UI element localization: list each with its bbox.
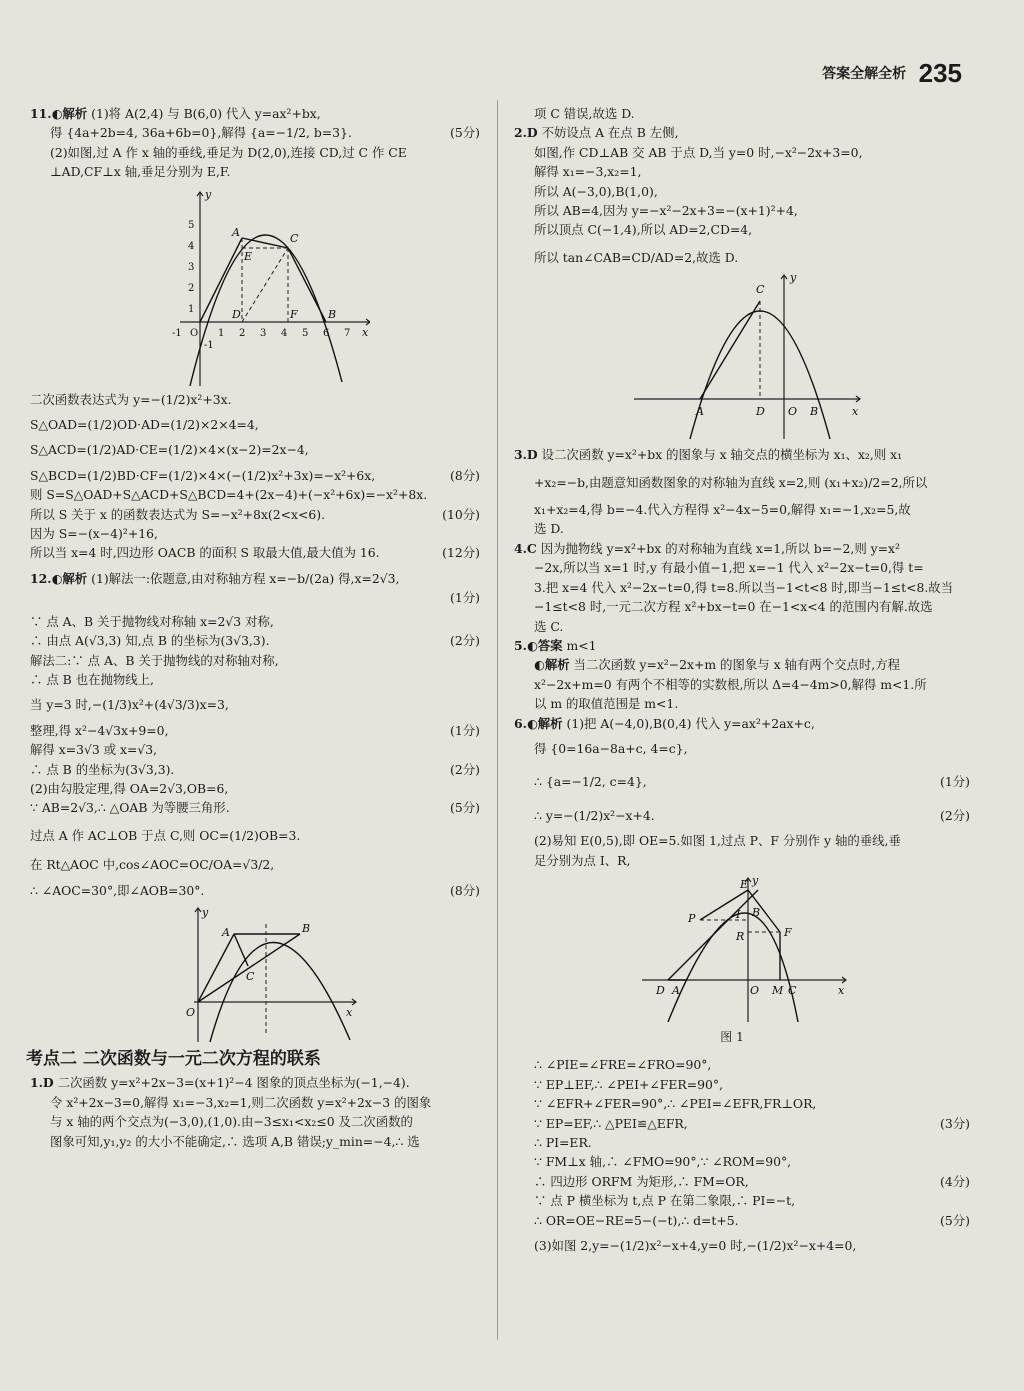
q2-number: 2.D — [514, 125, 538, 141]
points: (1分) — [940, 774, 970, 790]
axis-label: y — [202, 905, 209, 919]
q5-line: x²−2x+m=0 有两个不相等的实数根,所以 Δ=4−4m>0,解得 m<1.所 — [534, 676, 927, 692]
q12-line: 在 Rt△AOC 中,cos∠AOC=OC/OA=√3/2, — [30, 857, 275, 873]
point-label: P — [688, 911, 696, 925]
point-label: O — [750, 983, 760, 997]
q12-line: (2)由勾股定理,得 OA=2√3,OB=6, — [30, 780, 229, 796]
q11-line: 得 {4a+2b=4, 36a+6b=0},解得 {a=−1/2, b=3}. — [50, 125, 352, 141]
x-tick: 2 — [239, 327, 246, 339]
q6-line: ∴ y=−(1/2)x²−x+4. — [534, 807, 655, 823]
axis-label: y — [752, 873, 759, 887]
point-label: C — [246, 969, 255, 983]
q12-line: ∴ 由点 A(√3,3) 知,点 B 的坐标为(3√3,3). — [30, 633, 270, 649]
q1-line: 二次函数 y=x²+2x−3=(x+1)²−4 图象的顶点坐标为(−1,−4). — [57, 1075, 410, 1091]
point-label: B — [302, 921, 311, 935]
answer-icon: ◐ — [526, 637, 538, 653]
point-label: E — [244, 249, 253, 263]
figure-q11 — [170, 186, 370, 386]
points: (4分) — [940, 1173, 970, 1189]
axis-label: y — [205, 187, 212, 201]
analysis-icon: ◐ — [51, 106, 63, 121]
q11-line: 则 S=S△OAD+S△ACD+S△BCD=4+(2x−4)+(−x²+6x)=−x²+8x. — [30, 487, 428, 503]
axis-label: x — [362, 325, 369, 339]
right-column — [514, 104, 970, 1255]
column-divider — [497, 100, 498, 1340]
x-tick: 5 — [302, 327, 309, 339]
q3-line: 选 D. — [534, 521, 564, 537]
q3-line: 设二次函数 y=x²+bx 的图象与 x 轴交点的横坐标为 x₁、x₂,则 x₁ — [541, 447, 903, 463]
x-tick: 7 — [344, 327, 351, 339]
point-label: A — [232, 225, 240, 239]
figure-caption: 图 1 — [720, 1029, 744, 1044]
points: (10分) — [442, 506, 480, 522]
axis-label: x — [838, 983, 845, 997]
point-label: C — [788, 983, 797, 997]
y-tick: 3 — [188, 261, 195, 273]
q2-line: 解得 x₁=−3,x₂=1, — [534, 164, 642, 180]
points: (2分) — [450, 633, 480, 649]
x-tick: 1 — [218, 327, 225, 339]
q6-line: (2)易知 E(0,5),即 OE=5.如图 1,过点 P、F 分别作 y 轴的垂线,垂 — [534, 833, 901, 849]
q1-number: 1.D — [30, 1075, 54, 1091]
q6-line: ∵ EP=EF,∴ △PEI≌△EFR, — [534, 1115, 688, 1131]
q12-line: (1)解法一:依题意,由对称轴方程 x=−b/(2a) 得,x=2√3, — [91, 570, 400, 586]
q2-line: 所以 AB=4,因为 y=−x²−2x+3=−(x+1)²+4, — [534, 203, 798, 219]
question-2 — [514, 123, 970, 441]
q12-line: ∴ 点 B 的坐标为(3√3,3). — [30, 761, 175, 777]
q6-line: ∵ FM⊥x 轴,∴ ∠FMO=90°,∵ ∠ROM=90°, — [534, 1154, 792, 1170]
question-3 — [514, 445, 970, 539]
q6-tag: 解析 — [537, 715, 563, 731]
points: (8分) — [450, 467, 480, 483]
x-tick: -1 — [172, 327, 182, 339]
figure-q2 — [624, 271, 864, 441]
point-label: A — [672, 983, 680, 997]
q12-line: ∵ AB=2√3,∴ △OAB 为等腰三角形. — [30, 800, 230, 816]
y-tick: 4 — [188, 240, 195, 252]
question-12 — [30, 569, 480, 1044]
q11-ticks — [172, 220, 350, 351]
continuation-line: 项 C 错误,故选 D. — [534, 106, 635, 121]
point-label: D — [232, 307, 241, 321]
q2-line: 所以 tan∠CAB=CD/AD=2,故选 D. — [534, 249, 739, 265]
q4-line: −1≤t<8 时,一元二次方程 x²+bx−t=0 在−1<x<4 的范围内有解.故选 — [534, 599, 933, 615]
point-label: I — [736, 907, 741, 921]
q12-line: 解法二:∵ 点 A、B 关于抛物线的对称轴对称, — [30, 652, 279, 668]
q6-line: (1)把 A(−4,0),B(0,4) 代入 y=ax²+2ax+c, — [566, 715, 815, 731]
analysis-icon: ◐ — [534, 657, 545, 673]
point-label: A — [222, 925, 230, 939]
x-tick: 6 — [323, 327, 330, 339]
q12-line: ∴ 点 B 也在抛物线上, — [30, 671, 154, 687]
q3-line: x₁+x₂=4,得 b=−4.代入方程得 x²−4x−5=0,解得 x₁=−1,x₂=5,故 — [534, 502, 911, 518]
q4-line: −2x,所以当 x=1 时,y 有最小值−1,把 x=−1 代入 x²−2x−t=0,得 t= — [534, 560, 924, 576]
points: (5分) — [450, 800, 480, 816]
q2-line: 如图,作 CD⊥AB 交 AB 于点 D,当 y=0 时,−x²−2x+3=0, — [534, 144, 863, 160]
point-label: C — [290, 231, 299, 245]
q12-number: 12. — [30, 570, 52, 586]
y-tick: 2 — [188, 282, 195, 294]
q12-line: 当 y=3 时,−(1/3)x²+(4√3/3)x=3, — [30, 697, 229, 713]
y-tick: 1 — [188, 303, 195, 315]
point-label: M — [772, 983, 784, 997]
q6-line: ∵ ∠EFR+∠FER=90°,∴ ∠PEI=∠EFR,FR⊥OR, — [534, 1096, 817, 1112]
points: (12分) — [442, 545, 480, 561]
q1-line: 图象可知,y₁,y₂ 的大小不能确定,∴ 选项 A,B 错误;y_min=−4,∴ 选 — [50, 1133, 420, 1149]
point-label: R — [736, 929, 745, 943]
point-label: F — [784, 925, 792, 939]
q6-number: 6. — [514, 715, 527, 731]
section-title: 考点二 二次函数与一元二次方程的联系 — [26, 1048, 321, 1069]
q11-line: S△BCD=(1/2)BD·CF=(1/2)×4×(−(1/2)x²+3x)=−x²+6x, — [30, 467, 376, 483]
figure-q12 — [180, 904, 360, 1044]
q11-line: 所以 S 关于 x 的函数表达式为 S=−x²+8x(2<x<6). — [30, 506, 326, 522]
q11-line: (2)如图,过 A 作 x 轴的垂线,垂足为 D(2,0),连接 CD,过 C 作 CE — [50, 144, 407, 160]
q12-line: ∴ ∠AOC=30°,即∠AOB=30°. — [30, 882, 205, 898]
q6-line: ∴ {a=−1/2, c=4}, — [534, 774, 647, 790]
q11-line: 二次函数表达式为 y=−(1/2)x²+3x. — [30, 391, 232, 407]
q11-line: S△OAD=(1/2)OD·AD=(1/2)×2×4=4, — [30, 417, 259, 433]
page-number: 235 — [918, 58, 962, 88]
q11-line: ⊥AD,CF⊥x 轴,垂足分别为 E,F. — [50, 164, 231, 180]
q6-line: (3)如图 2,y=−(1/2)x²−x+4,y=0 时,−(1/2)x²−x+4=0, — [534, 1238, 857, 1254]
q5-number: 5. — [514, 637, 527, 653]
point-label: F — [290, 307, 298, 321]
q2-line: 不妨设点 A 在点 B 左侧, — [541, 125, 679, 141]
q6-line: ∴ OR=OE−RE=5−(−t),∴ d=t+5. — [534, 1212, 739, 1228]
x-tick: 4 — [281, 327, 288, 339]
q3-number: 3.D — [514, 447, 538, 463]
q4-line: 选 C. — [534, 618, 564, 634]
point-label: D — [656, 983, 665, 997]
points: (3分) — [940, 1115, 970, 1131]
q11-number: 11. — [30, 106, 52, 121]
q3-line: +x₂=−b,由题意知函数图象的对称轴为直线 x=2,则 (x₁+x₂)/2=2,所以 — [534, 474, 928, 490]
q12-tag: 解析 — [62, 570, 88, 586]
q4-number: 4.C — [514, 540, 537, 556]
q11-line: 因为 S=−(x−4)²+16, — [30, 526, 158, 542]
q4-line: 3.把 x=4 代入 x²−2x−t=0,得 t=8.所以当−1<t<8 时,即当−1≤t<8.故当 — [534, 579, 954, 595]
point-label: D — [756, 405, 765, 419]
q1-line: 令 x²+2x−3=0,解得 x₁=−3,x₂=1,则二次函数 y=x²+2x−3 的图象 — [50, 1094, 432, 1110]
point-label: B — [752, 905, 761, 919]
q12-line: 整理,得 x²−4√3x+9=0, — [30, 722, 169, 738]
point-label: E — [740, 877, 749, 891]
question-6 — [514, 714, 970, 1256]
q5-line: 当二次函数 y=x²−2x+m 的图象与 x 轴有两个交点时,方程 — [573, 657, 900, 673]
q5-answer: m<1 — [566, 637, 597, 653]
q6-line: 得 {0=16a−8a+c, 4=c}, — [534, 740, 688, 756]
header-title: 答案全解全析 — [822, 65, 907, 81]
q6-line: ∴ ∠PIE=∠FRE=∠FRO=90°, — [534, 1057, 712, 1073]
point-label: O — [186, 1005, 196, 1019]
q12-line: 过点 A 作 AC⊥OB 于点 C,则 OC=(1/2)OB=3. — [30, 827, 301, 843]
q6-line: ∴ 四边形 ORFM 为矩形,∴ FM=OR, — [534, 1173, 749, 1189]
q12-line: ∵ 点 A、B 关于抛物线对称轴 x=2√3 对称, — [30, 613, 274, 629]
points: (1分) — [450, 722, 480, 738]
q6-line: ∵ EP⊥EF,∴ ∠PEI+∠FER=90°, — [534, 1076, 724, 1092]
points: (2分) — [940, 807, 970, 823]
x-tick: 3 — [260, 327, 267, 339]
q1-line: 与 x 轴的两个交点为(−3,0),(1,0).由−3≤x₁<x₂≤0 及二次函数的 — [50, 1114, 413, 1130]
q6-line: ∴ PI=ER. — [534, 1135, 592, 1150]
axis-label: x — [346, 1005, 353, 1019]
q11-line: 所以当 x=4 时,四边形 OACB 的面积 S 取最大值,最大值为 16. — [30, 545, 380, 561]
page-header — [822, 58, 962, 89]
point-label: B — [328, 307, 337, 321]
question-1 — [30, 1073, 480, 1151]
points: (1分) — [450, 590, 480, 606]
q11-tag: 解析 — [62, 106, 88, 121]
points: (2分) — [450, 761, 480, 777]
q11-line: (1)将 A(2,4) 与 B(6,0) 代入 y=ax²+bx, — [91, 106, 321, 121]
q5-answer-tag: 答案 — [537, 637, 563, 653]
q12-line: 解得 x=3√3 或 x=√3, — [30, 742, 158, 758]
q6-line: 足分别为点 I、R, — [534, 852, 631, 868]
q5-tag: 解析 — [544, 657, 570, 673]
question-4 — [514, 539, 970, 636]
question-5 — [514, 636, 970, 714]
x-tick: O — [190, 327, 199, 339]
axis-label: x — [852, 405, 859, 419]
q4-line: 因为抛物线 y=x²+bx 的对称轴为直线 x=1,所以 b=−2,则 y=x² — [540, 540, 900, 556]
analysis-icon: ◐ — [51, 570, 63, 586]
q6-line: ∵ 点 P 横坐标为 t,点 P 在第二象限,∴ PI=−t, — [534, 1193, 796, 1209]
y-tick: -1 — [204, 339, 214, 351]
left-column — [26, 104, 480, 1151]
y-tick: 5 — [188, 219, 195, 231]
q2-line: 所以 A(−3,0),B(1,0), — [534, 183, 658, 199]
points: (5分) — [940, 1212, 970, 1228]
q5-line: 以 m 的取值范围是 m<1. — [534, 696, 679, 712]
figure-q6-1 — [638, 874, 848, 1024]
analysis-icon: ◐ — [526, 715, 538, 731]
point-label: O — [788, 405, 798, 419]
question-11 — [30, 104, 480, 563]
points: (5分) — [450, 125, 480, 141]
axis-label: y — [790, 271, 797, 285]
q11-line: S△ACD=(1/2)AD·CE=(1/2)×4×(x−2)=2x−4, — [30, 442, 309, 458]
point-label: C — [756, 283, 765, 297]
q2-line: 所以顶点 C(−1,4),所以 AD=2,CD=4, — [534, 222, 753, 238]
point-label: A — [696, 405, 704, 419]
points: (8分) — [450, 882, 480, 898]
point-label: B — [810, 405, 819, 419]
